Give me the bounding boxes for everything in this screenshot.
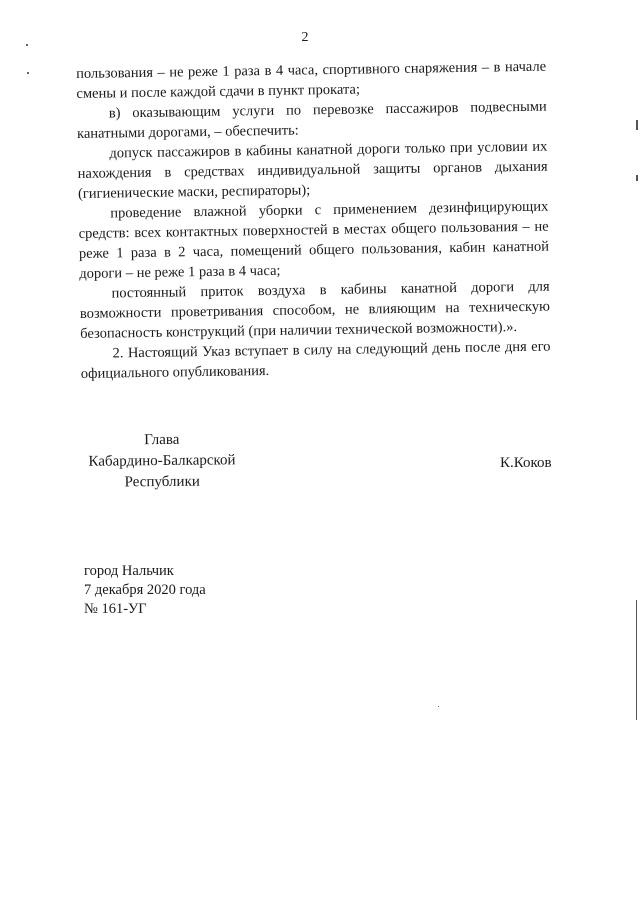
scan-speck [27, 72, 29, 74]
paragraph-entry-into-force: 2. Настоящий Указ вступает в силу на следующий день после дня его официального опубликования. [80, 338, 551, 382]
signature-title-line-3: Республики [124, 473, 200, 491]
signature-title-line-1: Глава [144, 431, 180, 449]
footer-date: 7 декабря 2020 года [84, 582, 206, 598]
footer-city: город Нальчик [84, 563, 174, 579]
signature-title-line-2: Кабардино-Балкарской [88, 452, 236, 470]
scan-speck [26, 44, 28, 46]
footer-number: № 161-УГ [84, 601, 147, 617]
scan-edge-mark [636, 120, 638, 130]
decree-footer [84, 562, 206, 619]
scan-edge-mark [636, 175, 638, 181]
scan-speck [438, 706, 439, 707]
scan-edge-mark [636, 600, 637, 720]
paragraph-cable-car-services: в) оказывающим услуги по перевозке пассажиров подвесными канатными дорогами, – обеспечить: [76, 98, 547, 142]
paragraph-wet-cleaning: проведение влажной уборки с применением дезинфицирующих средств: всех контактных поверхностей в местах общего пользования – не реже 1 раза в 2 часа, помещений общего пользования, кабин канатной дороги – не реже 1 раза в 4 часа; [78, 198, 550, 282]
paragraph-passenger-admission: допуск пассажиров в кабины канатной дороги только при условии их нахождения в средствах индивидуальной защиты органов дыхания (гигиенические маски, респираторы); [77, 138, 548, 202]
signatory-name: К.Коков [500, 455, 552, 471]
signature-title [82, 429, 243, 494]
decree-body [76, 57, 551, 384]
paragraph-continuation: пользования – не реже 1 раза в 4 часа, спортивного снаряжения – в начале смены и после каждой сдачи в пункт проката; [76, 58, 547, 102]
paragraph-ventilation: постоянный приток воздуха в кабины канатной дороги для возможности проветривания способом, не влияющим на техническую безопасность конструкций (при наличии технической возможности).». [79, 278, 550, 342]
page-number: 2 [301, 30, 309, 45]
